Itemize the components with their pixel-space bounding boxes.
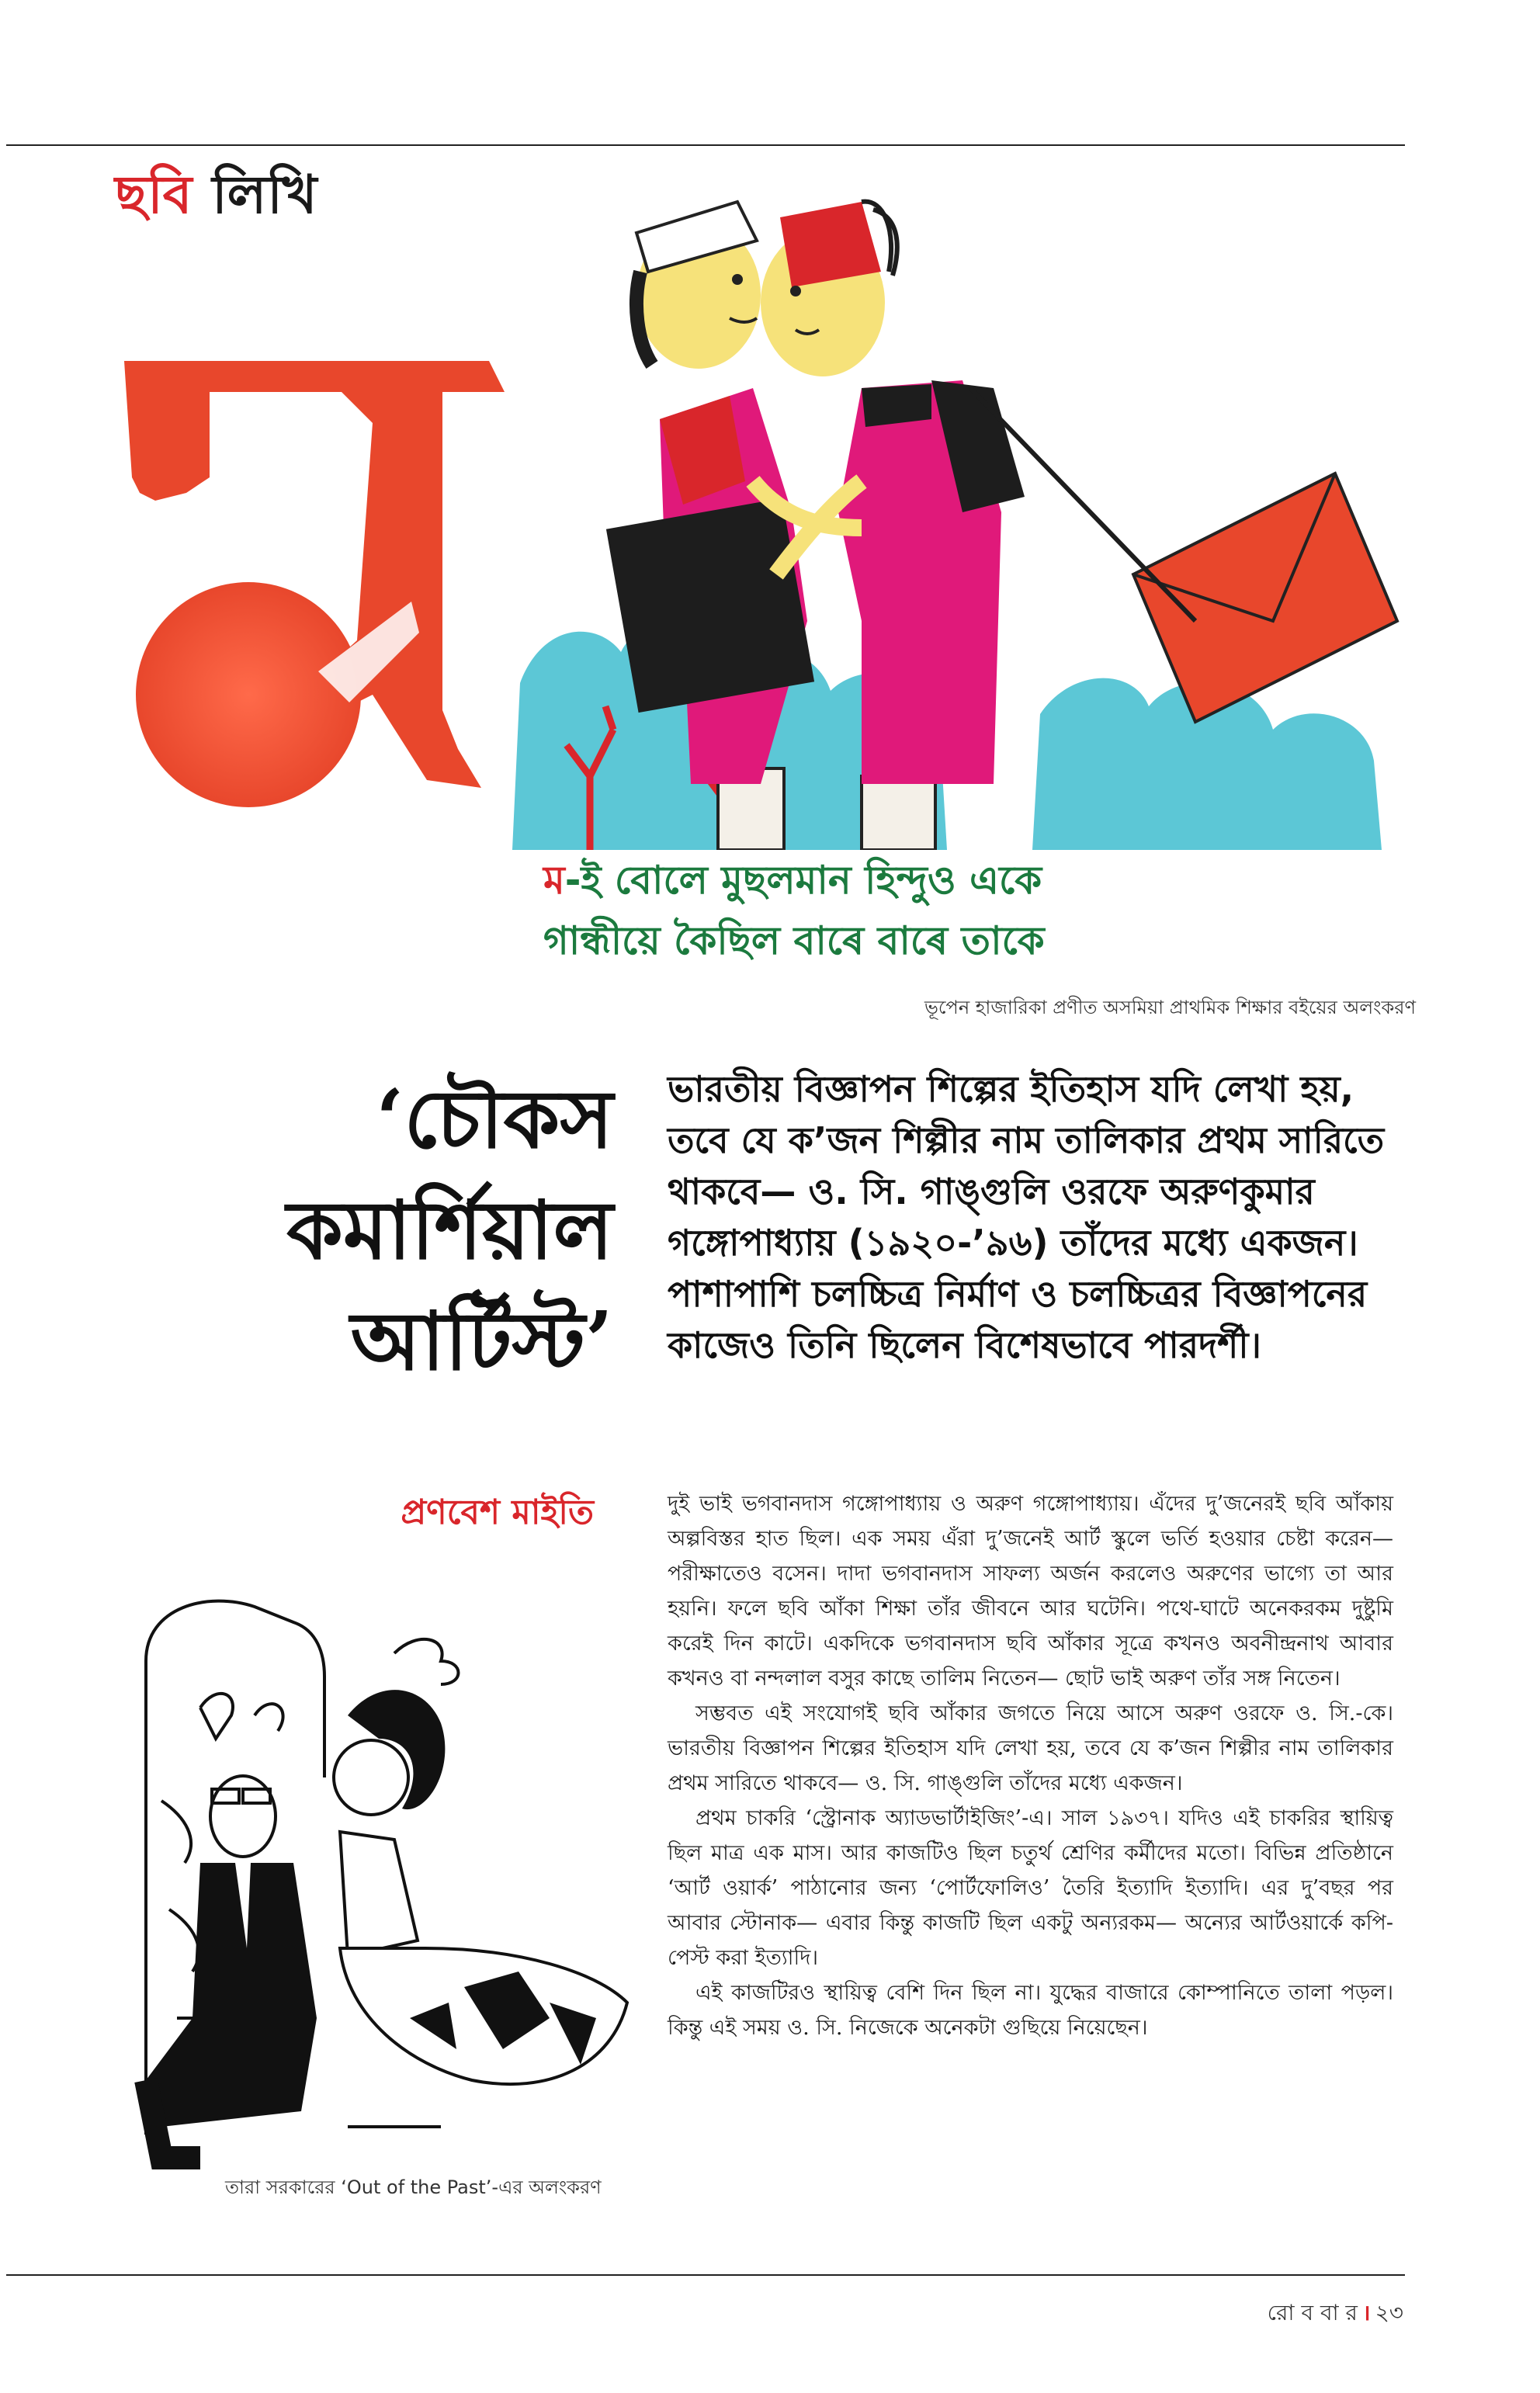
section-label-black: লিখি [212,165,318,226]
big-letter-illustration [116,345,520,842]
section-label [115,154,317,242]
bottom-illustration-caption: তারা সরকারের ‘Out of the Past’-এর অলংকরণ [225,2176,602,2198]
lead-paragraph: ভারতীয় বিজ্ঞাপন শিল্পের ইতিহাস যদি লেখা হয়, তবে যে ক’জন শিল্পীর নাম তালিকার প্রথম সারিতে থাকবে— ও. সি. গাঙ্গুলি ওরফে অরুণকুমার গঙ্গোপাধ্যায় (১৯২০-’৯৬) তাঁদের মধ্যে একজন। পাশাপাশি চলচ্চিত্র নির্মাণ ও চলচ্চিত্রর বিজ্ঞাপনের কাজেও তিনি ছিলেন বিশেষভাবে পারদর্শী। [668,1068,1385,1366]
verse-line-2: গান্ধীয়ে কৈছিল বাৰে বাৰে তাকে [543,918,1045,963]
verse-line-1-text: -ই বোলে মুছলমান হিন্দুও একে [564,858,1042,903]
verse [543,850,1413,971]
verse-line-1 [543,850,1413,910]
magazine-name: রো ব বা র [1267,2300,1358,2325]
bottom-rule [6,2274,1405,2276]
headline-line-2: কমার্শিয়াল [286,1182,613,1278]
top-rule [6,144,1405,146]
body-paragraph: দুই ভাই ভগবানদাস গঙ্গোপাধ্যায় ও অরুণ গঙ্গোপাধ্যায়। এঁদের দু’জনেরই ছবি আঁকায় অল্পবিস্তর হাত ছিল। এক সময় এঁরা দু’জনেই আর্ট স্কুলে ভর্তি হওয়ার চেষ্টা করেন— পরীক্ষাতেও বসেন। দাদা ভগবানদাস সাফল্য অর্জন করলেও অরুণের ভাগ্যে তা আর হয়নি। ফলে ছবি আঁকা শিক্ষা তাঁর জীবনে আর ঘটেনি। পথে-ঘাটে অনেকরকম দুষ্টুমি করেই দিন কাটে। একদিকে ভগবানদাস ছবি আঁকার সূত্রে কখনও অবনীন্দ্রনাথ আবার কখনও বা নন্দলাল বসুর কাছে তালিম নিতেন— ছোট ভাই অরুণ তাঁর সঙ্গ নিতেন। [668,1492,1393,1691]
verse-letter: ম [543,858,565,903]
headline [147,1063,613,1396]
headline-line-3: আর্টিস্ট’ [350,1293,613,1389]
two-boys-illustration [497,186,1420,850]
section-label-red: ছবি [115,165,193,226]
top-illustration-caption: ভূপেন হাজারিকা প্রণীত অসমিয়া প্রাথমিক শিক্ষার বইয়ের অলংকরণ [924,997,1416,1018]
byline: প্রণবেশ মাইতি [401,1493,594,1532]
headline-line-1: ‘চৌকস [376,1071,613,1167]
body-paragraph: এই কাজটিরও স্থায়িত্ব বেশি দিন ছিল না। যুদ্ধের বাজারে কোম্পানিতে তালা পড়ল। কিন্তু এই সময় ও. সি. নিজেকে অনেকটা গুছিয়ে নিয়েছেন। [668,1981,1393,2040]
article-body [668,1486,1393,2045]
page-footer [1268,2296,1403,2332]
page-number: ২৩ [1375,2300,1403,2325]
couple-illustration [115,1583,643,2173]
body-paragraph: প্রথম চাকরি ‘স্ট্রোনাক অ্যাডভার্টাইজিং’-এ। সাল ১৯৩৭। যদিও এই চাকরির স্থায়িত্ব ছিল মাত্র এক মাস। আর কাজটিও ছিল চতুর্থ শ্রেণির কর্মীদের মতো। বিভিন্ন প্রতিষ্ঠানে ‘আর্ট ওয়ার্ক’ পাঠানোর জন্য ‘পোর্টফোলিও’ তৈরি ইত্যাদি ইত্যাদি। এর দু’বছর পর আবার স্টোনাক— এবার কিন্তু কাজটি ছিল একটু অন্যরকম— অন্যের আর্টওয়ার্কে কপি-পেস্ট করা ইত্যাদি। [668,1806,1393,1970]
footer-separator: । [1361,2300,1371,2325]
body-paragraph: সম্ভবত এই সংযোগই ছবি আঁকার জগতে নিয়ে আসে অরুণ ওরফে ও. সি.-কে। ভারতীয় বিজ্ঞাপন শিল্পের ইতিহাস যদি লেখা হয়, তবে যে ক’জন শিল্পীর নাম তালিকার প্রথম সারিতে থাকবে— ও. সি. গাঙ্গুলি তাঁদের মধ্যে একজন। [668,1701,1393,1795]
